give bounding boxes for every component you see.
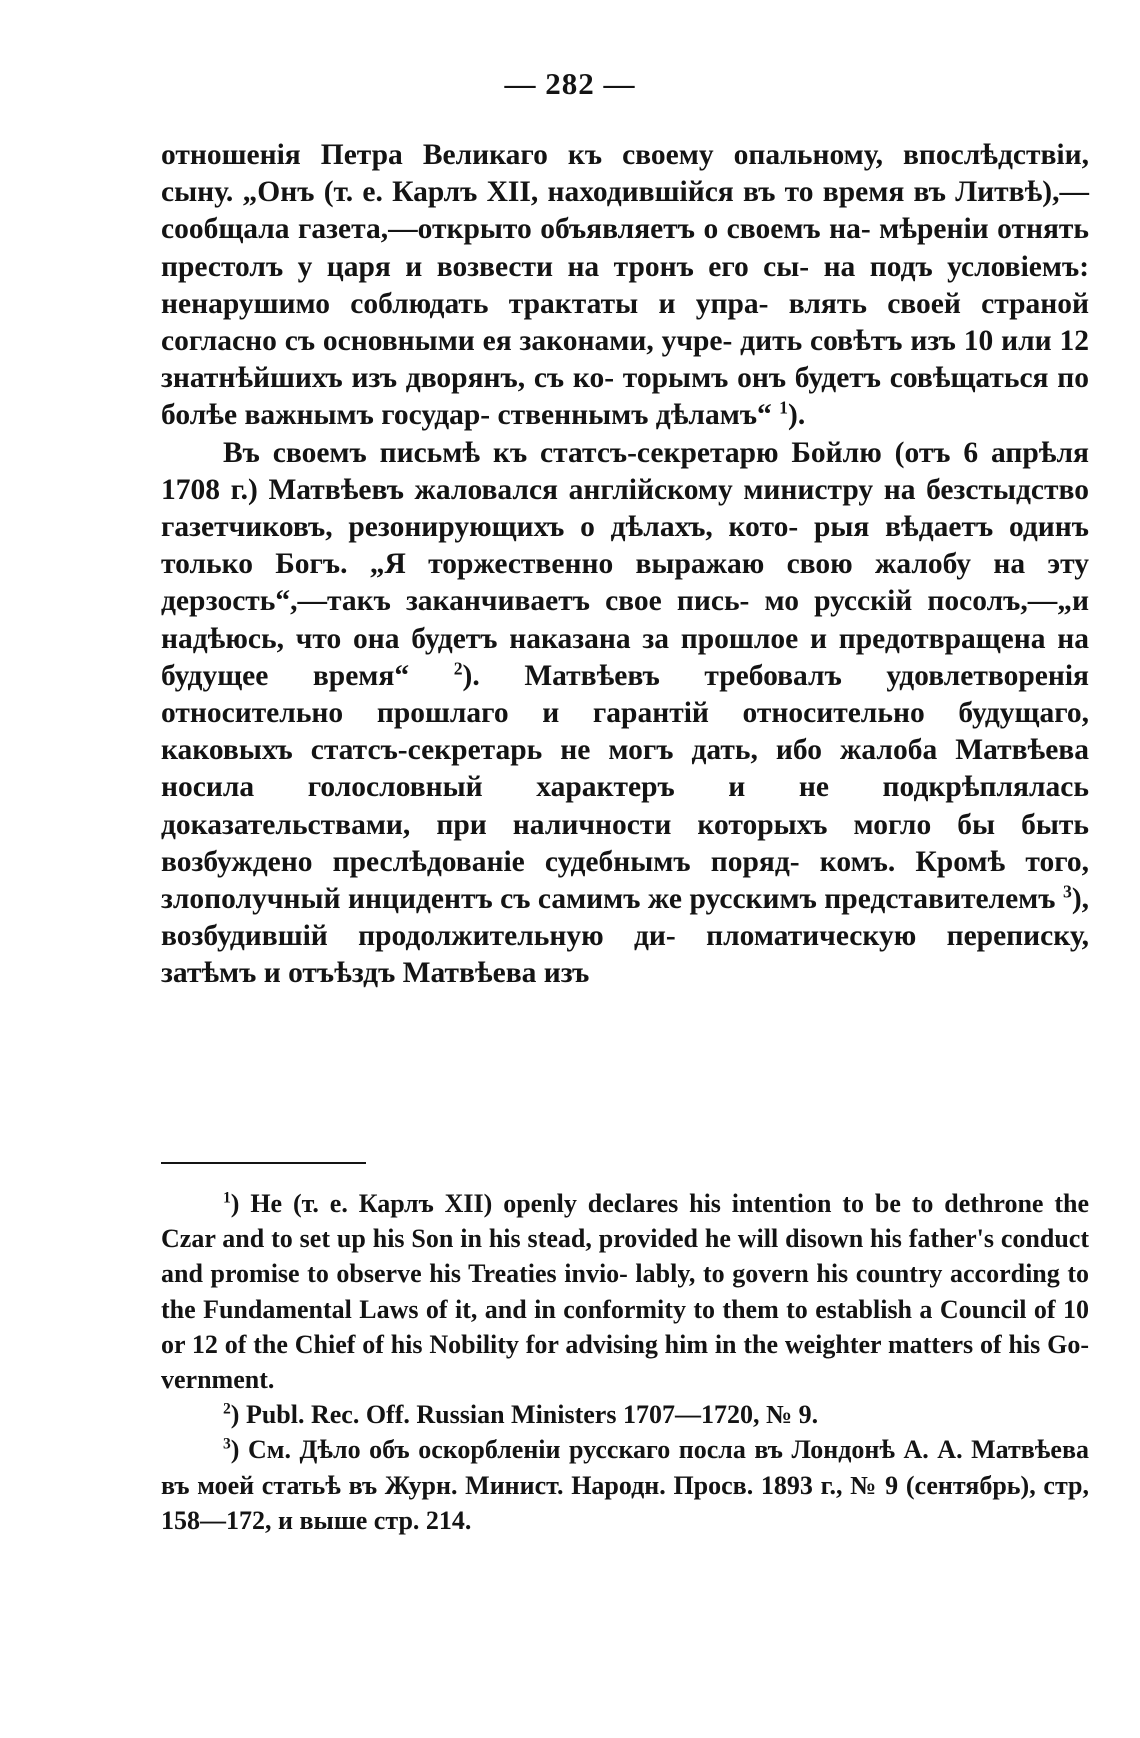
paragraph-2 bbox=[161, 435, 1089, 993]
paragraph-1 bbox=[161, 137, 1089, 435]
paragraph-1-line: ственнымъ дѣламъ“ bbox=[497, 399, 772, 432]
paragraph-1-line: торымъ онъ будетъ совѣщаться по болѣе важнымъ государ- bbox=[161, 362, 1089, 432]
footnote-ref[interactable]: 2 bbox=[453, 658, 463, 679]
footnotes bbox=[161, 1186, 1089, 1538]
paragraph-1-line: на подъ условіемъ: ненарушимо соблюдать трактаты и упра- bbox=[161, 250, 1090, 320]
footnote-text: ) He (т. е. Карлъ XII) openly declares his intention to be to dethrone the Czar and to set up his Son in his stead, provided he will disown his father's conduct and promise to observe his Treaties invio- lably, to govern his country according to the Fundamental Laws of it, and in conformity to them to establish a Council of 10 or 12 of the Chief of his Nobility for advising him in the weighter matters of his Go- vernment. bbox=[161, 1189, 1089, 1395]
footnote-divider bbox=[161, 1162, 366, 1164]
paragraph-1-line: сыну. „Онъ (т. е. Карлъ XII, находившійся въ то время въ bbox=[161, 176, 946, 209]
paragraph-1-line: дить совѣтъ изъ 10 или 12 знатнѣйшихъ изъ дворянъ, съ ко- bbox=[161, 325, 1089, 395]
paragraph-2-text: ), возбудившій продолжительную ди- пломатическую переписку, затѣмъ и отъѣздъ Матвѣева изъ bbox=[161, 883, 1090, 990]
footnote-marker: 3 bbox=[223, 1436, 231, 1454]
paragraph-1-line: отношенія Петра Великаго къ своему опальному, впослѣдствіи, bbox=[161, 139, 1089, 171]
footnote-marker: 2 bbox=[223, 1400, 231, 1418]
paragraph-1-end: ). bbox=[788, 399, 806, 432]
footnote-text: ) Publ. Rec. Off. Russian Ministers 1707—1720, № 9. bbox=[230, 1400, 819, 1430]
paragraph-1-line: Литвѣ),—сообщала газета,—открыто объявляетъ о своемъ на- bbox=[161, 176, 1090, 246]
page-number: — 282 — bbox=[504, 66, 636, 101]
footnote-text: ) См. Дѣло объ оскорбленіи русскаго посла въ Лондонѣ А. А. Матвѣева въ моей статьѣ въ Журн. Минист. Народн. Просв. 1893 г., № 9 (сентябрь), стр, 158—172, и выше стр. 214. bbox=[161, 1435, 1089, 1535]
footnote-3 bbox=[161, 1432, 1089, 1538]
footnote-1 bbox=[161, 1186, 1089, 1397]
paragraph-2-text: Въ своемъ письмѣ къ статсъ-секретарю Бойлю (отъ 6 апрѣля 1708 г.) Матвѣевъ жаловался англійскому министру на безстыдство газетчиковъ, резонирующихъ о дѣлахъ, кото- рыя вѣдаетъ одинъ только Богъ. „Я торжественно выражаю свою жалобу на эту дерзость“,—такъ заканчиваетъ свое пись- мо русскій посолъ,—„и надѣюсь, что она будетъ наказана за прошлое и предотвращена на будущее время“ bbox=[161, 436, 1089, 692]
footnote-ref[interactable]: 1 bbox=[779, 397, 788, 418]
main-text bbox=[161, 137, 1089, 993]
footnote-2 bbox=[161, 1397, 1089, 1432]
paragraph-2-text: ). Матвѣевъ требовалъ удовлетворенія относительно прошлаго и гарантій относительно будущаго, каковыхъ статсъ-секретарь не могъ дать, ибо жалоба Матвѣева носила голословный характеръ и не подкрѣплялась доказательствами, при наличности которыхъ могло бы быть возбуждено преслѣдованіе судебнымъ поряд- комъ. Кромѣ того, злополучный инцидентъ съ самимъ же русскимъ представителемъ bbox=[161, 659, 1089, 916]
paragraph-1-line: мѣреніи отнять престолъ у царя и возвести на тронъ его сы- bbox=[161, 213, 1090, 283]
footnote-marker: 1 bbox=[223, 1189, 231, 1207]
footnote-ref[interactable]: 3 bbox=[1062, 881, 1072, 902]
paragraph-1-line: влять своей страной согласно съ основными ея законами, учре- bbox=[161, 287, 1090, 358]
